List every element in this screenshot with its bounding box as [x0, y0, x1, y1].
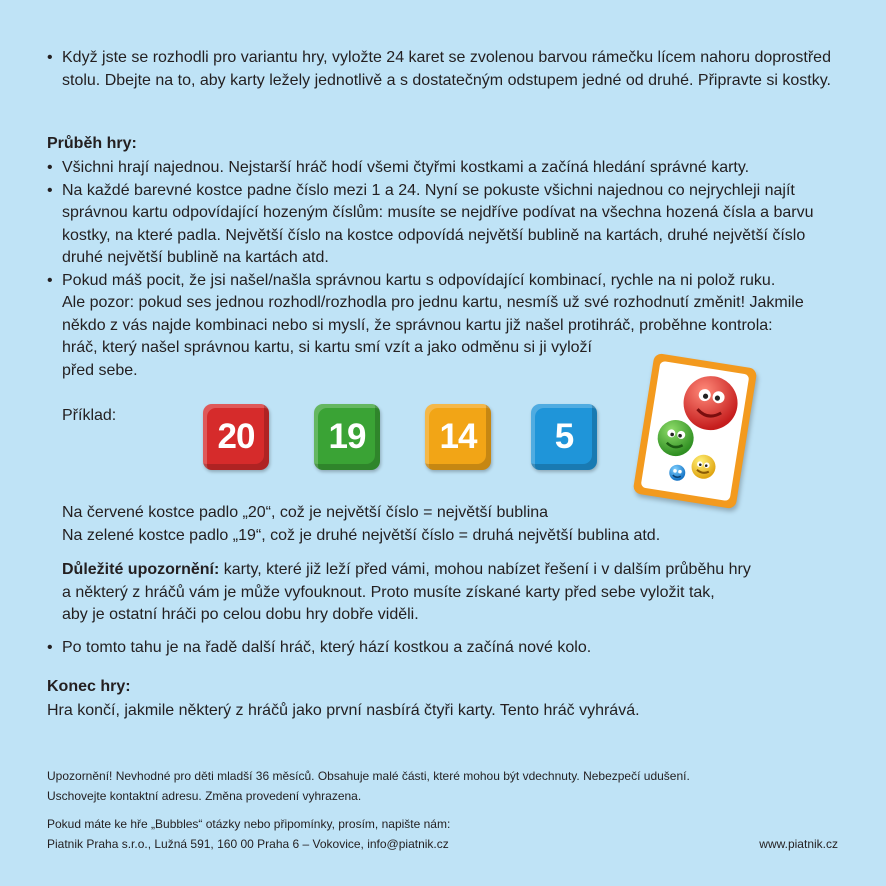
gameplay-bullet-3-line-2: Ale pozor: pokud ses jednou rozhodl/rozhodla pro jednu kartu, nesmíš už své rozhodnutí změnit! Jakmile [62, 294, 804, 311]
gameplay-bullet-3-line-5: před sebe. [62, 361, 138, 379]
gameplay-bullet-2: • Na každé barevné kostce padne číslo mezi 1 a 24. Nyní se pokuste všichni najednou co nejrychleji najít správnou kartu odpovídající hozeným číslům: musíte se nejdříve podívat na všechna hozená čísla a barvu kostky, na které padla. Největší číslo na kostce odpovídá největší bublině na kartách, druhé největší číslo druhé největší bublině na kartách atd. [47, 180, 847, 270]
bubble-faces-icon [641, 361, 750, 502]
contact-line-2: Piatnik Praha s.r.o., Lužná 591, 160 00 Praha 6 – Vokovice, info@piatnik.cz [47, 837, 449, 851]
safety-warning [47, 766, 837, 806]
die-red [203, 404, 269, 470]
bubbles-card-illustration [633, 353, 758, 510]
die-blue-value: 5 [554, 417, 574, 456]
end-text: Hra končí, jakmile některý z hráčů jako první nasbírá čtyři karty. Tento hráč vyhrává. [47, 702, 640, 719]
notice-title: Důležité upozornění: [62, 561, 220, 578]
warning-line-1: Upozornění! Nevhodné pro děti mladší 36 měsíců. Obsahuje malé části, které mohou být vdechnuty. Nebezpečí udušení. [47, 769, 690, 783]
gameplay-bullet-3-line-1: • Pokud máš pocit, že jsi našel/našla správnou kartu s odpovídající kombinací, rychle na ni polož ruku. [62, 271, 776, 289]
gameplay-heading: Průběh hry: [47, 135, 137, 152]
next-turn-bullet: • Po tomto tahu je na řadě další hráč, který hází kostkou a začíná nové kolo. [47, 637, 847, 660]
important-notice [62, 559, 822, 627]
notice-text-2: a některý z hráčů vám je může vyfouknout. Proto musíte získané karty před sebe vyložit tak, [62, 583, 715, 601]
gameplay-bullet-3-line-3: někdo z vás najde kombinaci nebo si myslí, že správnou kartu již našel protihráč, proběhne kontrola: [62, 316, 773, 334]
example-explanation [62, 502, 822, 547]
contact-line-1: Pokud máte ke hře „Bubbles“ otázky nebo připomínky, prosím, napište nám: [47, 817, 451, 831]
die-yellow [425, 404, 491, 470]
gameplay-bullet-3-line-4: hráč, který našel správnou kartu, si kartu smí vzít a jako odměnu si ji vyloží [62, 339, 592, 356]
gameplay-list [47, 157, 847, 382]
die-red-value: 20 [217, 417, 255, 456]
notice-text-3: aby je ostatní hráči po celou dobu hry dobře viděli. [62, 606, 419, 623]
die-green-value: 19 [328, 417, 366, 456]
warning-line-2: Uschovejte kontaktní adresu. Změna provedení vyhrazena. [47, 789, 362, 803]
intro-bullet: • Když jste se rozhodli pro variantu hry, vyložte 24 karet se zvolenou barvou rámečku lícem nahoru doprostřed stolu. Dbejte na to, aby karty ležely jednotlivě a s dostatečným odstupem jedné od druhé. Připravte si kostky. [47, 47, 847, 92]
gameplay-bullet-1: • Všichni hrají najednou. Nejstarší hráč hodí všemi čtyřmi kostkami a začíná hledání správné karty. [47, 157, 847, 180]
end-heading: Konec hry: [47, 678, 131, 695]
example-label: Příklad: [62, 407, 117, 424]
next-turn-list [47, 637, 847, 660]
notice-text-1: karty, které již leží před vámi, mohou nabízet řešení i v dalším průběhu hry [219, 561, 751, 578]
example-line-1: Na červené kostce padlo „20“, což je největší číslo = největší bublina [62, 504, 549, 521]
website-link[interactable]: www.piatnik.cz [759, 837, 838, 851]
example-line-2: Na zelené kostce padlo „19“, což je druhé největší číslo = druhá největší bublina atd. [62, 526, 661, 544]
die-blue [531, 404, 597, 470]
intro-list [47, 47, 847, 92]
contact-info [47, 814, 837, 854]
die-green [314, 404, 380, 470]
die-yellow-value: 14 [439, 417, 477, 456]
